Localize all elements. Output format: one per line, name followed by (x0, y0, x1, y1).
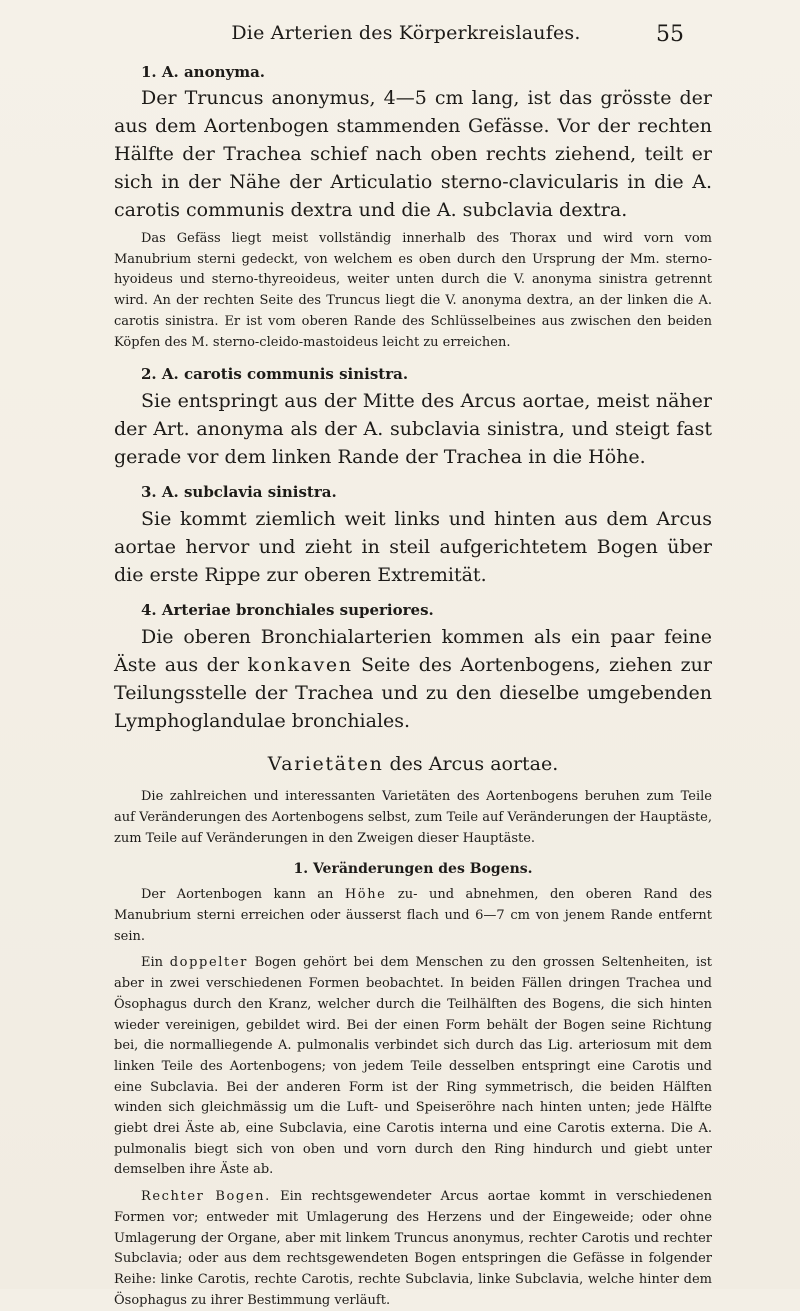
text-run: Ein rechtsgewendeter Arcus aortae kommt in verschiedenen Formen vor; entweder mit Umlagerung des Herzens und der Eingeweide; oder ohne Umlagerung der Organe, aber mit linkem Truncus anonymus, rechter Carotis und rechter Subclavia; oder aus dem rechtsgewendeten Bogen entspringen die Gefässe in folgender Reihe: linke Carotis, rechte Carotis, rechte Subclavia, linke Subclavia, welche hinter dem Ösophagus zu ihrer Bestimmung verläuft. (114, 1189, 712, 1308)
running-head (128, 22, 684, 50)
running-title: Die Arterien des Körperkreislaufes. (231, 22, 581, 44)
spaced-term: konkaven (247, 654, 353, 677)
section-heading-anonyma: 1. A. anonyma. (141, 63, 266, 81)
section-heading-subclavia: 3. A. subclavia sinistra. (141, 483, 337, 502)
spaced-term: doppelter (169, 955, 248, 971)
paragraph-subclavia: Sie kommt ziemlich weit links und hinten aus dem Arcus aortae hervor und zieht in steil aufgerichtetem Bogen über die erste Rippe zur oberen Extremität. (114, 508, 712, 587)
page-number: 55 (656, 22, 684, 47)
spaced-term: Höhe (344, 887, 387, 903)
text-run: Ein (141, 955, 170, 971)
note-anonyma: Das Gefäss liegt meist vollständig innerhalb des Thorax und wird vorn vom Manubrium sterni gedeckt, von welchem es oben durch den Ursprung der Mm. sterno-hyoideus und sterno-thyreoideus, weiter unten durch die V. anonyma sinistra getrennt wird. An der rechten Seite des Truncus liegt die V. anonyma dextra, an der linken die A. carotis sinistra. Er ist vom oberen Rande des Schlüsselbeines aus zwischen den beiden Köpfen des M. sterno-cleido-mastoideus leicht zu erreichen. (114, 231, 712, 350)
paragraph-right-arch (114, 1187, 712, 1311)
text-run: des Arcus aortae. (383, 753, 559, 776)
text-run: Die oberen Bronchialarterien kommen als ein paar feine Äste aus der (114, 626, 712, 677)
varieties-title (114, 753, 712, 775)
section-heading-carotis: 2. A. carotis communis sinistra. (141, 365, 409, 384)
spaced-term: Rechter Bogen. (141, 1189, 271, 1205)
subheading-arch-changes: 1. Veränderungen des Bogens. (293, 861, 533, 878)
paragraph-double-arch (114, 953, 712, 1181)
section-heading-bronchiales: 4. Arteriae bronchiales superiores. (141, 601, 434, 620)
page-body (114, 63, 712, 1311)
text-run: Der Aortenbogen kann an (141, 887, 345, 903)
text-run: zu- und abnehmen, den oberen Rand des Manubrium sterni erreichen oder äusserst flach und 6—7 cm von jenem Rande entfernt sein. (114, 887, 712, 944)
text-run: Bogen gehört bei dem Menschen zu den grossen Seltenheiten, ist aber in zwei verschiedenen Formen beobachtet. In beiden Fällen dringen Trachea und Ösophagus durch den Kranz, welcher durch die Teilhälften des Bogens, die sich hinten wieder vereinigen, gebildet wird. Bei der einen Form behält der Bogen seine Richtung bei, die normalliegende A. pulmonalis verbindet sich durch das Lig. arteriosum mit dem linken Teile des Aortenbogens; von jedem Teile desselben entspringt eine Carotis und eine Subclavia. Bei der anderen Form ist der Ring symmetrisch, die beiden Hälften winden sich gleichmässig um die Luft- und Speiseröhre nach hinten unten; jede Hälfte giebt drei Äste ab, eine Subclavia, eine Carotis interna und eine Carotis externa. Die A. pulmonalis biegt sich von oben und vorn durch den Ring hindurch und giebt unter demselben ihre Äste ab. (114, 955, 712, 1178)
paragraph-varieties-intro: Die zahlreichen und interessanten Varietäten des Aortenbogens beruhen zum Teile auf Veränderungen des Aortenbogens selbst, zum Teile auf Veränderungen der Hauptäste, zum Teile auf Veränderungen in den Zweigen dieser Hauptäste. (114, 789, 712, 846)
paragraph-height (114, 885, 712, 947)
spaced-term: Varietäten (267, 753, 384, 776)
text-run: Seite des Aortenbogens, ziehen zur Teilungsstelle der Trachea und zu den dieselbe umgebenden Lymphoglandulae bronchiales. (114, 654, 713, 733)
paragraph-anonyma: Der Truncus anonymus, 4—5 cm lang, ist das grösste der aus dem Aortenbogen stammenden Gefässe. Vor der rechten Hälfte der Trachea schief nach oben rechts ziehend, teilt er sich in der Nähe der Articulatio sterno-clavicularis in die A. carotis communis dextra und die A. subclavia dextra. (114, 87, 712, 221)
paragraph-bronchiales (114, 623, 712, 735)
paragraph-carotis: Sie entspringt aus der Mitte des Arcus aortae, meist näher der Art. anonyma als der A. subclavia sinistra, und steigt fast gerade vor dem linken Rande der Trachea in die Höhe. (114, 390, 712, 469)
